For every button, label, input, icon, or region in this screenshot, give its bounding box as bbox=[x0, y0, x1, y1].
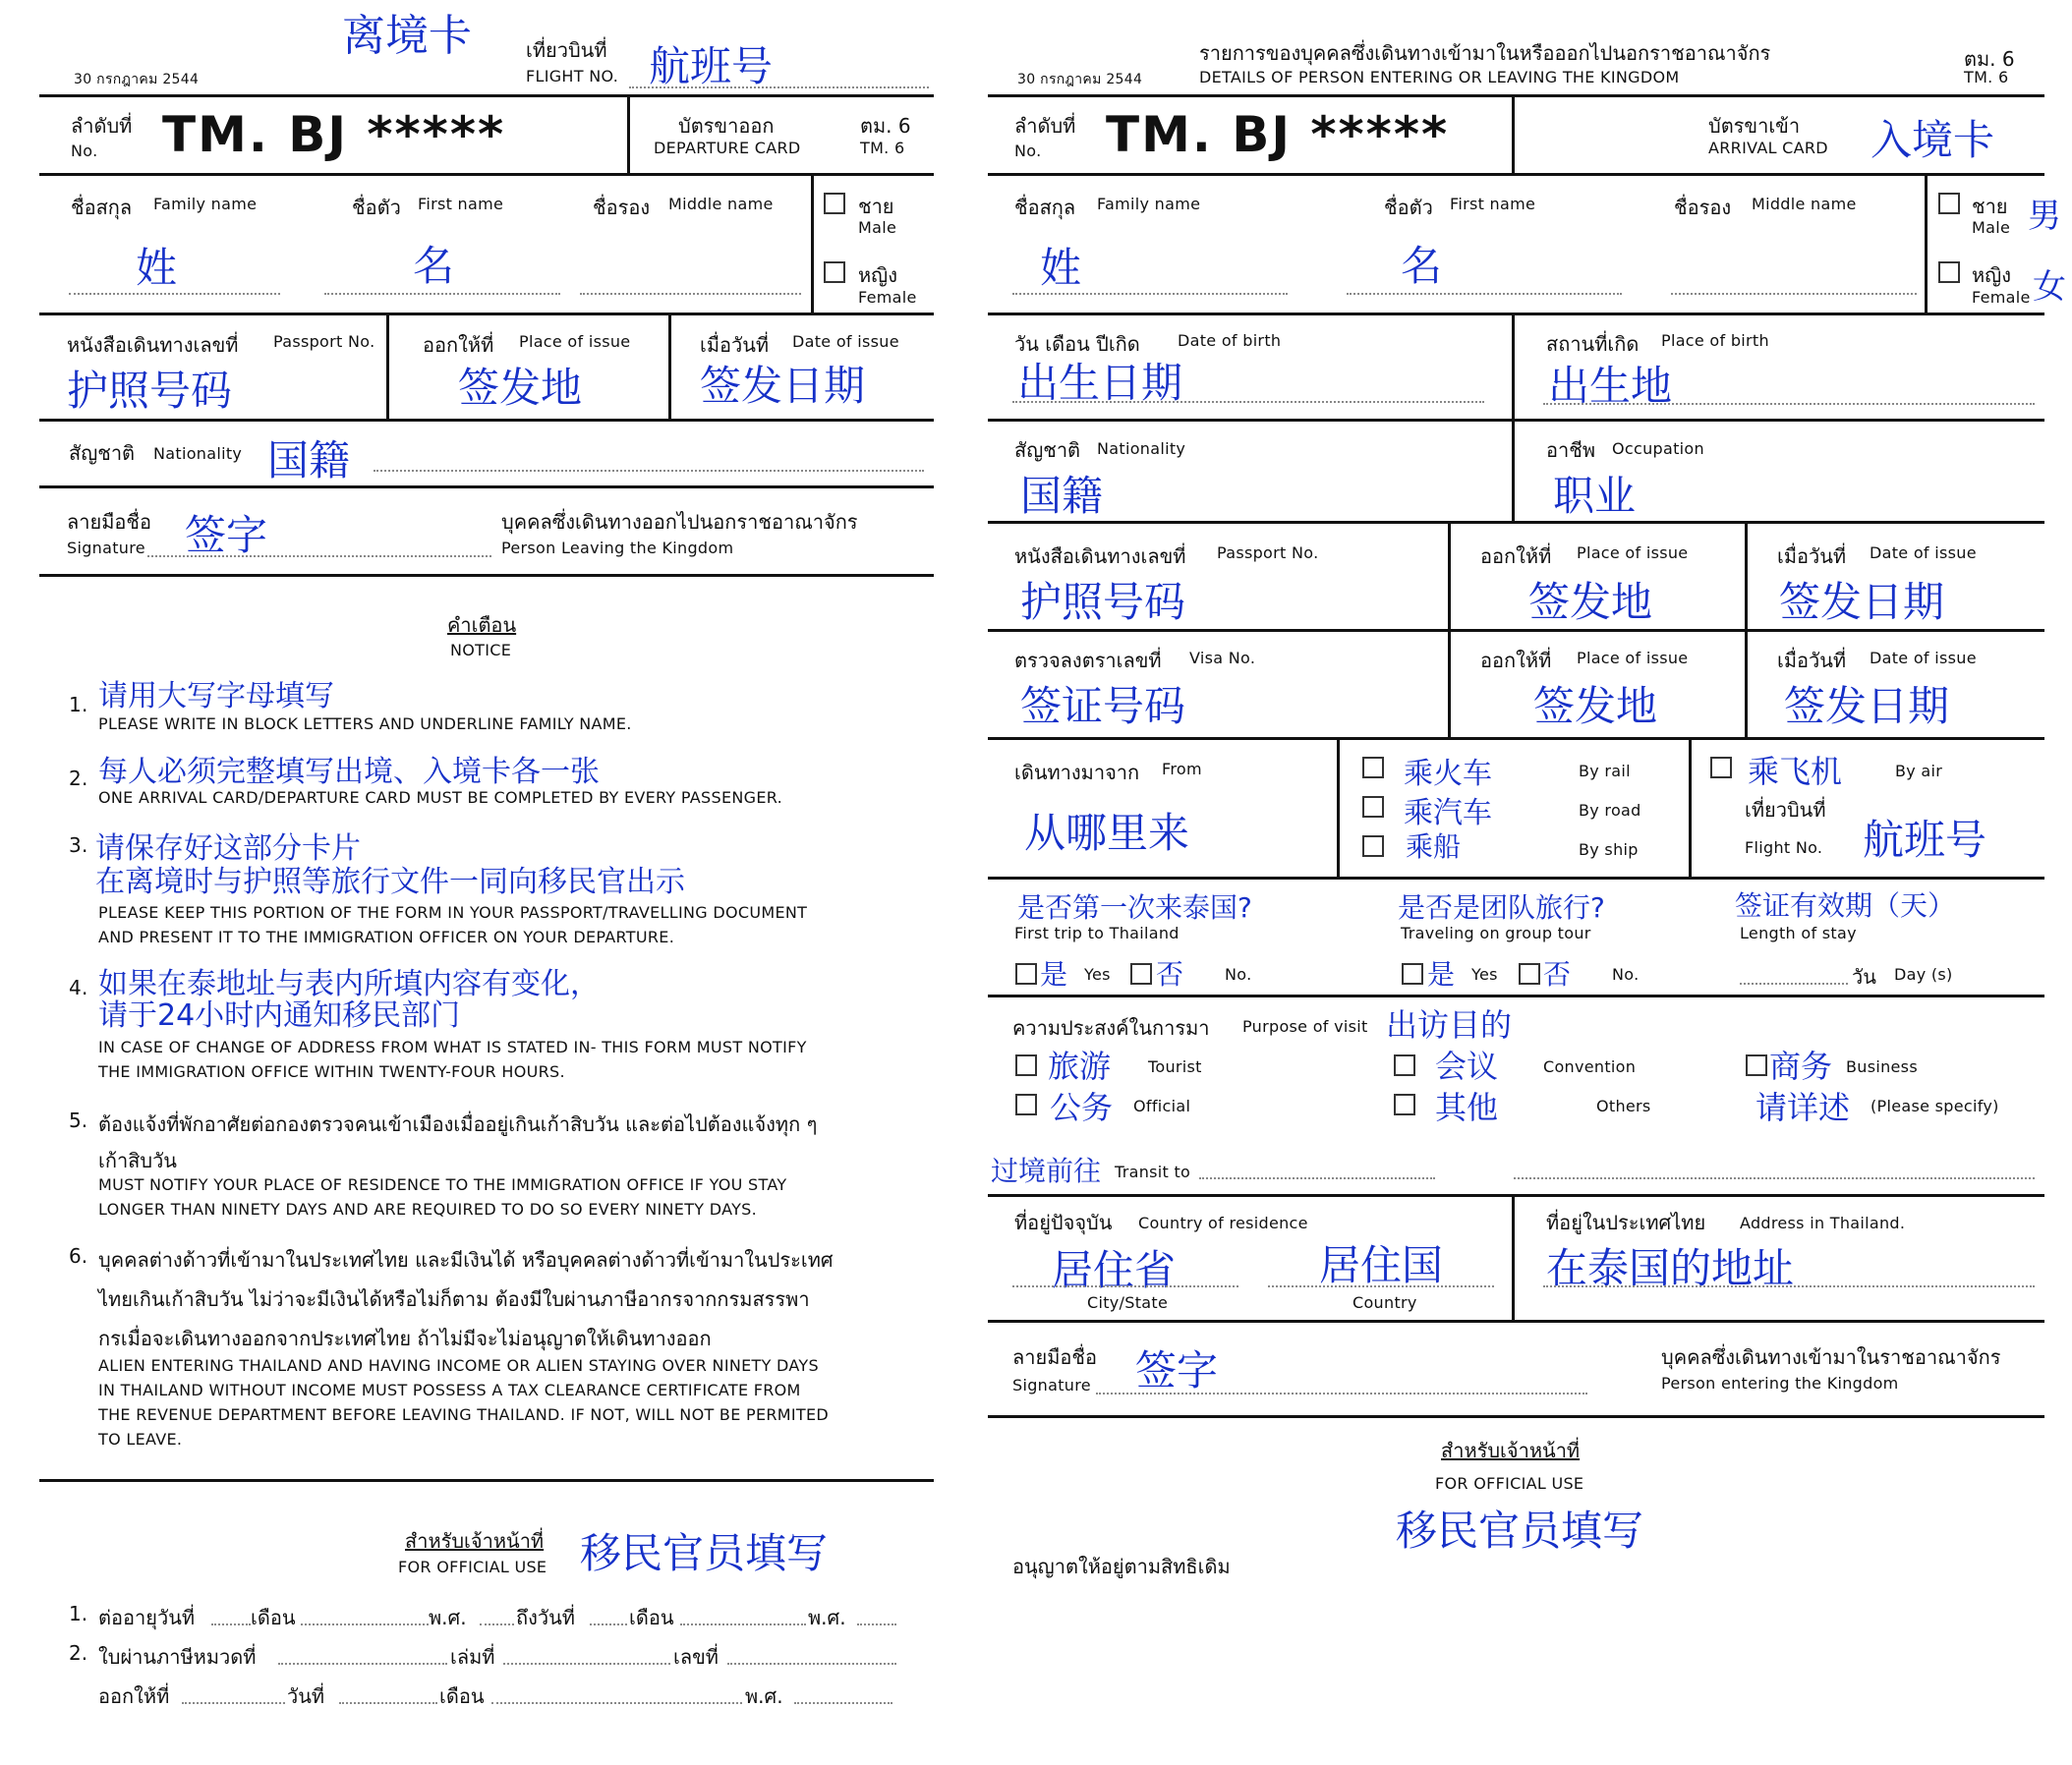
header-en: DETAILS OF PERSON ENTERING OR LEAVING THE KINGDOM bbox=[1199, 68, 1680, 86]
place-issue-cn: 签发地 bbox=[458, 364, 583, 412]
serial-number: TM. BJ ***** bbox=[1106, 106, 1450, 163]
no-label-th: ลำดับที่ bbox=[71, 114, 133, 138]
given-name-cn: 名 bbox=[413, 242, 455, 290]
extend-month-field[interactable] bbox=[301, 1623, 429, 1625]
notice-6-en-3: THE REVENUE DEPARTMENT BEFORE LEAVING THAILAND. IF NOT, WILL NOT BE PERMITED bbox=[98, 1405, 830, 1424]
first-name-field[interactable] bbox=[324, 293, 560, 295]
notice-heading-th: คำเตือน bbox=[447, 613, 517, 637]
male-checkbox[interactable] bbox=[1938, 193, 1960, 214]
until-year-field[interactable] bbox=[857, 1623, 896, 1625]
dob-label-en: Date of birth bbox=[1178, 331, 1282, 350]
issued-year-field[interactable] bbox=[794, 1702, 892, 1704]
notice-2-en: ONE ARRIVAL CARD/DEPARTURE CARD MUST BE COMPLETED BY EVERY PASSENGER. bbox=[98, 788, 782, 807]
nationality-field[interactable] bbox=[374, 470, 924, 472]
transit-cn: 过境前往 bbox=[991, 1155, 1102, 1187]
surname-cn: 姓 bbox=[136, 244, 178, 292]
family-name-label-th: ชื่อสกุล bbox=[1014, 196, 1076, 219]
signature-cn: 签字 bbox=[1135, 1346, 1219, 1395]
tourist-checkbox[interactable] bbox=[1015, 1054, 1037, 1076]
divider bbox=[988, 173, 2044, 176]
pob-label-en: Place of birth bbox=[1661, 331, 1769, 350]
form-code-th: ตม. 6 bbox=[1964, 47, 2015, 71]
divider bbox=[39, 173, 934, 176]
from-cn: 从哪里来 bbox=[1024, 809, 1190, 857]
leaving-label-th: บุคคลซึ่งเดินทางออกไปนอกราชอาณาจักร bbox=[501, 510, 858, 534]
flight-label-en: Flight No. bbox=[1745, 838, 1823, 857]
until-month-label: เดือน bbox=[629, 1606, 674, 1629]
date-issue-label-en: Date of issue bbox=[792, 332, 899, 351]
nationality-cn: 国籍 bbox=[1020, 472, 1104, 520]
address-cn: 在泰国的地址 bbox=[1546, 1244, 1795, 1292]
official-cn: 公务 bbox=[1050, 1089, 1114, 1126]
residence-label-th: ที่อยู่ปัจจุบัน bbox=[1014, 1211, 1113, 1234]
group-tour-no-cn: 否 bbox=[1543, 958, 1572, 991]
card-type-cn: 入境卡 bbox=[1871, 116, 1995, 164]
male-label-th: ชาย bbox=[858, 195, 894, 218]
flight-label-cn: 航班号 bbox=[649, 42, 774, 90]
notice-3-cn-2: 在离境时与护照等旅行文件一同向移民官出示 bbox=[95, 865, 685, 899]
passport-cn: 护照号码 bbox=[67, 367, 233, 415]
middle-name-label-en: Middle name bbox=[1752, 195, 1857, 213]
family-name-label-en: Family name bbox=[1097, 195, 1201, 213]
transit-field[interactable] bbox=[1199, 1177, 1435, 1179]
notice-6-en-1: ALIEN ENTERING THAILAND AND HAVING INCOME OR ALIEN STAYING OVER NINETY DAYS bbox=[98, 1356, 819, 1375]
first-trip-yes-cn: 是 bbox=[1040, 958, 1068, 991]
nationality-label-th: สัญชาติ bbox=[69, 441, 136, 465]
card-type-th: บัตรขาออก bbox=[678, 114, 775, 138]
dob-cn: 出生日期 bbox=[1017, 359, 1183, 407]
first-trip-cn: 是否第一次来泰国? bbox=[1017, 891, 1252, 924]
official-use-cn: 移民官员填写 bbox=[580, 1529, 829, 1577]
official-checkbox[interactable] bbox=[1015, 1094, 1037, 1115]
middle-name-label-en: Middle name bbox=[668, 195, 774, 213]
female-checkbox[interactable] bbox=[824, 261, 845, 283]
book-number-label: เล่มที่ bbox=[450, 1645, 495, 1669]
given-name-cn: 名 bbox=[1401, 242, 1443, 290]
pob-field[interactable] bbox=[1543, 403, 2035, 405]
notice-3-en-2: AND PRESENT IT TO THE IMMIGRATION OFFICER ON YOUR DEPARTURE. bbox=[98, 928, 675, 946]
notice-6-th-3: กรเมื่อจะเดินทางออกจากประเทศไทย ถ้าไม่มีจะไม่อนุญาตให้เดินทางออก bbox=[98, 1327, 712, 1350]
visa-date-cn: 签发日期 bbox=[1784, 682, 1950, 730]
signature-cn: 签字 bbox=[185, 511, 268, 559]
signature-field[interactable] bbox=[1096, 1393, 1587, 1395]
official-use-th: สำหรับเจ้าหน้าที่ bbox=[1441, 1439, 1581, 1462]
residence-label-en: Country of residence bbox=[1138, 1214, 1308, 1232]
first-name-label-th: ชื่อตัว bbox=[1384, 196, 1433, 219]
extend-year-label: พ.ศ. bbox=[429, 1606, 467, 1629]
country-label-en: Country bbox=[1353, 1293, 1417, 1312]
business-cn: 商务 bbox=[1769, 1048, 1833, 1085]
divider bbox=[1337, 737, 1340, 877]
purpose-cn: 出访目的 bbox=[1386, 1006, 1513, 1044]
family-name-field[interactable] bbox=[69, 293, 280, 295]
by-rail-cn: 乘火车 bbox=[1404, 757, 1492, 791]
female-label-en: Female bbox=[858, 288, 917, 307]
issued-at-field[interactable] bbox=[182, 1702, 285, 1704]
address-label-en: Address in Thailand. bbox=[1740, 1214, 1906, 1232]
visa-label-en: Visa No. bbox=[1189, 649, 1256, 667]
until-day-field[interactable] bbox=[590, 1623, 627, 1625]
divider bbox=[988, 94, 2044, 97]
flight-label-en: FLIGHT NO. bbox=[526, 67, 619, 85]
visa-date-label-th: เมื่อวันที่ bbox=[1777, 649, 1847, 672]
passport-label-en: Passport No. bbox=[273, 332, 375, 351]
divider bbox=[811, 173, 814, 313]
group-tour-yes-cn: 是 bbox=[1427, 958, 1456, 991]
by-rail-checkbox[interactable] bbox=[1362, 757, 1384, 778]
convention-checkbox[interactable] bbox=[1394, 1054, 1415, 1076]
male-label-en: Male bbox=[858, 218, 897, 237]
card-type-th: บัตรขาเข้า bbox=[1708, 114, 1801, 138]
official-use-th: สำหรับเจ้าหน้าที่ bbox=[405, 1529, 545, 1553]
place-issue-label-th: ออกให้ที่ bbox=[1480, 544, 1552, 568]
others-checkbox[interactable] bbox=[1394, 1094, 1415, 1115]
official-en: Official bbox=[1133, 1097, 1191, 1115]
divider bbox=[39, 419, 934, 422]
divider bbox=[988, 313, 2044, 315]
length-of-stay-field[interactable] bbox=[1740, 983, 1848, 985]
visa-label-th: ตรวจลงตราเลขที่ bbox=[1014, 649, 1162, 672]
until-year-label: พ.ศ. bbox=[808, 1606, 846, 1629]
signature-label-en: Signature bbox=[1012, 1376, 1091, 1395]
nationality-label-th: สัญชาติ bbox=[1014, 438, 1081, 462]
tourist-cn: 旅游 bbox=[1048, 1048, 1112, 1085]
visa-cn: 签证号码 bbox=[1020, 682, 1186, 730]
divider bbox=[988, 995, 2044, 997]
male-label-en: Male bbox=[1972, 218, 2011, 237]
official-use-en: FOR OFFICIAL USE bbox=[398, 1558, 547, 1576]
notice-number: 3. bbox=[69, 833, 88, 857]
divider bbox=[988, 737, 2044, 740]
form-date: 30 กรกฎาคม 2544 bbox=[1017, 72, 1143, 87]
address-field[interactable] bbox=[1543, 1285, 2035, 1287]
visa-date-label-en: Date of issue bbox=[1870, 649, 1977, 667]
by-road-en: By road bbox=[1579, 801, 1641, 820]
business-checkbox[interactable] bbox=[1746, 1054, 1767, 1076]
divider bbox=[1689, 737, 1692, 877]
length-of-stay-en: Length of stay bbox=[1740, 924, 1857, 942]
city-label-en: City/State bbox=[1087, 1293, 1169, 1312]
official-line-number: 2. bbox=[69, 1641, 88, 1665]
notice-6-th-1: บุคคลต่างด้าวที่เข้ามาในประเทศไทย และมีเงินได้ หรือบุคคลต่างด้าวที่เข้ามาในประเทศ bbox=[98, 1248, 834, 1272]
serial-number: TM. BJ ***** bbox=[162, 106, 506, 163]
divider bbox=[39, 313, 934, 315]
specify-cn: 请详述 bbox=[1755, 1089, 1851, 1126]
departure-card-cn-title: 离境卡 bbox=[342, 11, 472, 61]
notice-number: 2. bbox=[69, 767, 88, 790]
passport-label-th: หนังสือเดินทางเลขที่ bbox=[67, 333, 239, 357]
middle-name-label-th: ชื่อรอง bbox=[1674, 196, 1732, 219]
day-label-en: Day (s) bbox=[1894, 965, 1953, 984]
group-tour-yes-en: Yes bbox=[1471, 965, 1498, 984]
female-checkbox[interactable] bbox=[1938, 261, 1960, 283]
occupation-label-th: อาชีพ bbox=[1546, 438, 1595, 462]
purpose-label-th: ความประสงค์ในการมา bbox=[1012, 1016, 1210, 1040]
male-checkbox[interactable] bbox=[824, 193, 845, 214]
pob-cn: 出生地 bbox=[1548, 362, 1673, 410]
permit-label-th: อนุญาตให้อยู่ตามสิทธิเดิม bbox=[1012, 1555, 1231, 1578]
signature-label-th: ลายมือชื่อ bbox=[67, 510, 151, 534]
group-tour-no-en: No. bbox=[1612, 965, 1640, 984]
length-of-stay-cn: 签证有效期（天） bbox=[1735, 889, 1956, 922]
issued-day-label: วันที่ bbox=[287, 1684, 325, 1708]
first-trip-en: First trip to Thailand bbox=[1014, 924, 1180, 942]
male-label-th: ชาย bbox=[1972, 195, 2008, 218]
passport-label-th: หนังสือเดินทางเลขที่ bbox=[1014, 544, 1186, 568]
divider bbox=[386, 313, 389, 419]
female-label-en: Female bbox=[1972, 288, 2031, 307]
male-label-cn: 男 bbox=[2028, 197, 2061, 236]
others-cn: 其他 bbox=[1435, 1089, 1499, 1126]
form-code-th: ตม. 6 bbox=[860, 114, 911, 138]
divider bbox=[988, 419, 2044, 422]
city-cn: 居住省 bbox=[1052, 1246, 1177, 1294]
divider bbox=[39, 485, 934, 488]
notice-number: 6. bbox=[69, 1244, 88, 1268]
divider bbox=[1512, 313, 1515, 521]
flight-label-th: เที่ยวบินที่ bbox=[526, 38, 607, 62]
family-name-field[interactable] bbox=[1012, 293, 1288, 295]
first-name-field[interactable] bbox=[1347, 293, 1622, 295]
entering-label-en: Person entering the Kingdom bbox=[1661, 1374, 1899, 1393]
convention-en: Convention bbox=[1543, 1057, 1637, 1076]
notice-5-th-1: ต้องแจ้งที่พักอาศัยต่อกองตรวจคนเข้าเมืองเมื่ออยู่เกินเก้าสิบวัน และต่อไปต้องแจ้งทุก ๆ bbox=[98, 1112, 818, 1136]
specify-en: (Please specify) bbox=[1871, 1097, 1999, 1115]
signature-label-en: Signature bbox=[67, 539, 145, 557]
from-label-th: เดินทางมาจาก bbox=[1014, 761, 1140, 784]
divider bbox=[1512, 1194, 1515, 1320]
notice-5-en-1: MUST NOTIFY YOUR PLACE OF RESIDENCE TO THE IMMIGRATION OFFICE IF YOU STAY bbox=[98, 1175, 787, 1194]
tax-category-field[interactable] bbox=[278, 1663, 447, 1665]
flight-label-th: เที่ยวบินที่ bbox=[1745, 798, 1826, 822]
occupation-label-en: Occupation bbox=[1612, 439, 1704, 458]
until-date-label: ถึงวันที่ bbox=[516, 1606, 575, 1629]
city-field[interactable] bbox=[1012, 1285, 1238, 1287]
day-label-th: วัน bbox=[1852, 965, 1876, 989]
form-date: 30 กรกฎาคม 2544 bbox=[74, 72, 200, 87]
female-label-th: หญิง bbox=[1972, 263, 2011, 287]
surname-cn: 姓 bbox=[1040, 244, 1082, 292]
first-trip-yes-en: Yes bbox=[1084, 965, 1111, 984]
leaving-label-en: Person Leaving the Kingdom bbox=[501, 539, 734, 557]
notice-4-cn-2: 请于24小时内通知移民部门 bbox=[98, 998, 461, 1033]
middle-name-field[interactable] bbox=[580, 293, 801, 295]
notice-5-en-2: LONGER THAN NINETY DAYS AND ARE REQUIRED TO DO SO EVERY NINETY DAYS. bbox=[98, 1200, 758, 1219]
family-name-label-th: ชื่อสกุล bbox=[71, 196, 133, 219]
tax-number-label: เลขที่ bbox=[673, 1645, 719, 1669]
by-ship-en: By ship bbox=[1579, 840, 1639, 859]
place-issue-label-en: Place of issue bbox=[519, 332, 631, 351]
extend-month-label: เดือน bbox=[251, 1606, 296, 1629]
date-issue-label-th: เมื่อวันที่ bbox=[1777, 544, 1847, 568]
passport-label-en: Passport No. bbox=[1217, 543, 1319, 562]
female-label-cn: 女 bbox=[2033, 267, 2066, 307]
signature-field[interactable] bbox=[147, 555, 491, 557]
official-use-cn: 移民官员填写 bbox=[1396, 1507, 1644, 1555]
group-tour-no-checkbox[interactable] bbox=[1519, 963, 1540, 985]
first-trip-no-cn: 否 bbox=[1156, 958, 1184, 991]
transit-field-2[interactable] bbox=[1514, 1177, 2035, 1179]
flight-number-field[interactable] bbox=[629, 86, 929, 88]
country-field[interactable] bbox=[1268, 1285, 1494, 1287]
notice-2-cn: 每人必须完整填写出境、入境卡各一张 bbox=[98, 755, 600, 789]
header-th: รายการของบุคคลซึ่งเดินทางเข้ามาในหรือออกไปนอกราชอาณาจักร bbox=[1199, 41, 1771, 65]
visa-place-label-th: ออกให้ที่ bbox=[1480, 649, 1552, 672]
divider bbox=[988, 629, 2044, 632]
divider bbox=[627, 94, 630, 173]
group-tour-yes-checkbox[interactable] bbox=[1402, 963, 1423, 985]
dob-label-th: วัน เดือน ปีเกิด bbox=[1014, 332, 1140, 356]
card-type-en: ARRIVAL CARD bbox=[1708, 139, 1828, 157]
convention-cn: 会议 bbox=[1435, 1048, 1499, 1085]
notice-number: 4. bbox=[69, 976, 88, 999]
date-issue-label-th: เมื่อวันที่ bbox=[700, 333, 770, 357]
dob-field[interactable] bbox=[1012, 401, 1484, 403]
form-code-en: TM. 6 bbox=[860, 139, 905, 157]
no-label-en: No. bbox=[71, 142, 98, 160]
first-trip-yes-checkbox[interactable] bbox=[1015, 963, 1037, 985]
notice-3-cn-1: 请保存好这部分卡片 bbox=[95, 831, 361, 866]
issued-year-label: พ.ศ. bbox=[745, 1684, 783, 1708]
date-issue-label-en: Date of issue bbox=[1870, 543, 1977, 562]
middle-name-label-th: ชื่อรอง bbox=[593, 196, 651, 219]
official-line-number: 1. bbox=[69, 1602, 88, 1625]
tax-number-field[interactable] bbox=[727, 1663, 896, 1665]
no-label-en: No. bbox=[1014, 142, 1042, 160]
divider bbox=[988, 1320, 2044, 1323]
extend-day-field[interactable] bbox=[211, 1623, 251, 1625]
first-trip-no-checkbox[interactable] bbox=[1130, 963, 1152, 985]
notice-number: 5. bbox=[69, 1109, 88, 1132]
pob-label-th: สถานที่เกิด bbox=[1546, 332, 1640, 356]
place-issue-cn: 签发地 bbox=[1528, 578, 1653, 626]
notice-6-th-2: ไทยเกินเก้าสิบวัน ไม่ว่าจะมีเงินได้หรือไม่ก็ตาม ต้องมีใบผ่านภาษีอากรจากกรมสรรพา bbox=[98, 1287, 810, 1311]
tourist-en: Tourist bbox=[1148, 1057, 1202, 1076]
first-name-label-th: ชื่อตัว bbox=[352, 196, 401, 219]
group-tour-en: Traveling on group tour bbox=[1401, 924, 1591, 942]
issued-month-field[interactable] bbox=[491, 1702, 742, 1704]
notice-4-en-2: THE IMMIGRATION OFFICE WITHIN TWENTY-FOUR HOURS. bbox=[98, 1062, 565, 1081]
signature-label-th: ลายมือชื่อ bbox=[1012, 1345, 1097, 1369]
notice-number: 1. bbox=[69, 693, 88, 716]
country-cn: 居住国 bbox=[1319, 1241, 1444, 1289]
place-issue-label-en: Place of issue bbox=[1577, 543, 1689, 562]
nationality-label-en: Nationality bbox=[1097, 439, 1186, 458]
visa-place-cn: 签发地 bbox=[1533, 682, 1658, 730]
divider bbox=[988, 877, 2044, 880]
by-air-checkbox[interactable] bbox=[1710, 757, 1732, 778]
visa-place-label-en: Place of issue bbox=[1577, 649, 1689, 667]
passport-cn: 护照号码 bbox=[1020, 578, 1186, 626]
extend-date-label: ต่ออายุวันที่ bbox=[98, 1606, 196, 1629]
notice-1-en: PLEASE WRITE IN BLOCK LETTERS AND UNDERLINE FAMILY NAME. bbox=[98, 714, 632, 733]
nationality-cn: 国籍 bbox=[267, 436, 351, 484]
divider bbox=[668, 313, 671, 419]
by-rail-en: By rail bbox=[1579, 762, 1631, 780]
notice-4-cn-1: 如果在泰地址与表内所填内容有变化， bbox=[98, 967, 600, 1001]
by-ship-cn: 乘船 bbox=[1406, 830, 1462, 863]
divider bbox=[988, 1415, 2044, 1418]
issued-at-label: ออกให้ที่ bbox=[98, 1684, 170, 1708]
flight-label-cn: 航班号 bbox=[1863, 816, 1987, 864]
until-month-field[interactable] bbox=[680, 1623, 806, 1625]
official-use-en: FOR OFFICIAL USE bbox=[1435, 1474, 1584, 1493]
notice-4-en-1: IN CASE OF CHANGE OF ADDRESS FROM WHAT IS STATED IN- THIS FORM MUST NOTIFY bbox=[98, 1038, 807, 1056]
by-ship-checkbox[interactable] bbox=[1362, 835, 1384, 857]
business-en: Business bbox=[1846, 1057, 1918, 1076]
from-label-en: From bbox=[1162, 760, 1202, 778]
first-trip-no-en: No. bbox=[1225, 965, 1252, 984]
entering-label-th: บุคคลซึ่งเดินทางเข้ามาในราชอาณาจักร bbox=[1661, 1345, 2001, 1369]
divider bbox=[988, 521, 2044, 524]
form-code-en: TM. 6 bbox=[1964, 68, 2009, 86]
date-issue-cn: 签发日期 bbox=[1779, 578, 1945, 626]
occupation-cn: 职业 bbox=[1553, 472, 1637, 520]
divider bbox=[1512, 94, 1515, 173]
card-type-en: DEPARTURE CARD bbox=[654, 139, 801, 157]
transit-en: Transit to bbox=[1115, 1163, 1191, 1181]
by-road-cn: 乘汽车 bbox=[1404, 796, 1492, 830]
nationality-label-en: Nationality bbox=[153, 444, 243, 463]
middle-name-field[interactable] bbox=[1671, 293, 1917, 295]
divider bbox=[1925, 173, 1928, 313]
female-label-th: หญิง bbox=[858, 263, 897, 287]
divider bbox=[39, 1479, 934, 1482]
first-name-label-en: First name bbox=[418, 195, 504, 213]
others-en: Others bbox=[1596, 1097, 1651, 1115]
date-issue-cn: 签发日期 bbox=[700, 362, 866, 410]
notice-5-th-2: เก้าสิบวัน bbox=[98, 1149, 177, 1172]
group-tour-cn: 是否是团队旅行? bbox=[1398, 891, 1605, 924]
no-label-th: ลำดับที่ bbox=[1014, 114, 1076, 138]
issued-month-label: เดือน bbox=[439, 1684, 485, 1708]
divider bbox=[988, 1194, 2044, 1197]
address-label-th: ที่อยู่ในประเทศไทย bbox=[1546, 1211, 1706, 1234]
book-number-field[interactable] bbox=[503, 1663, 670, 1665]
purpose-label-en: Purpose of visit bbox=[1242, 1017, 1368, 1036]
by-air-cn: 乘飞机 bbox=[1748, 753, 1843, 790]
notice-6-en-2: IN THAILAND WITHOUT INCOME MUST POSSESS A TAX CLEARANCE CERTIFICATE FROM bbox=[98, 1381, 801, 1399]
notice-heading-en: NOTICE bbox=[450, 641, 512, 659]
notice-3-en-1: PLEASE KEEP THIS PORTION OF THE FORM IN YOUR PASSPORT/TRAVELLING DOCUMENT bbox=[98, 903, 808, 922]
place-issue-label-th: ออกให้ที่ bbox=[423, 333, 494, 357]
tax-category-label: ใบผ่านภาษีหมวดที่ bbox=[98, 1645, 257, 1669]
notice-6-en-4: TO LEAVE. bbox=[98, 1430, 183, 1449]
extend-year-field[interactable] bbox=[480, 1623, 514, 1625]
issued-day-field[interactable] bbox=[339, 1702, 437, 1704]
by-road-checkbox[interactable] bbox=[1362, 796, 1384, 818]
notice-1-cn: 请用大写字母填写 bbox=[98, 679, 334, 713]
by-air-en: By air bbox=[1895, 762, 1943, 780]
family-name-label-en: Family name bbox=[153, 195, 258, 213]
divider bbox=[39, 94, 934, 97]
first-name-label-en: First name bbox=[1450, 195, 1536, 213]
divider bbox=[39, 574, 934, 577]
